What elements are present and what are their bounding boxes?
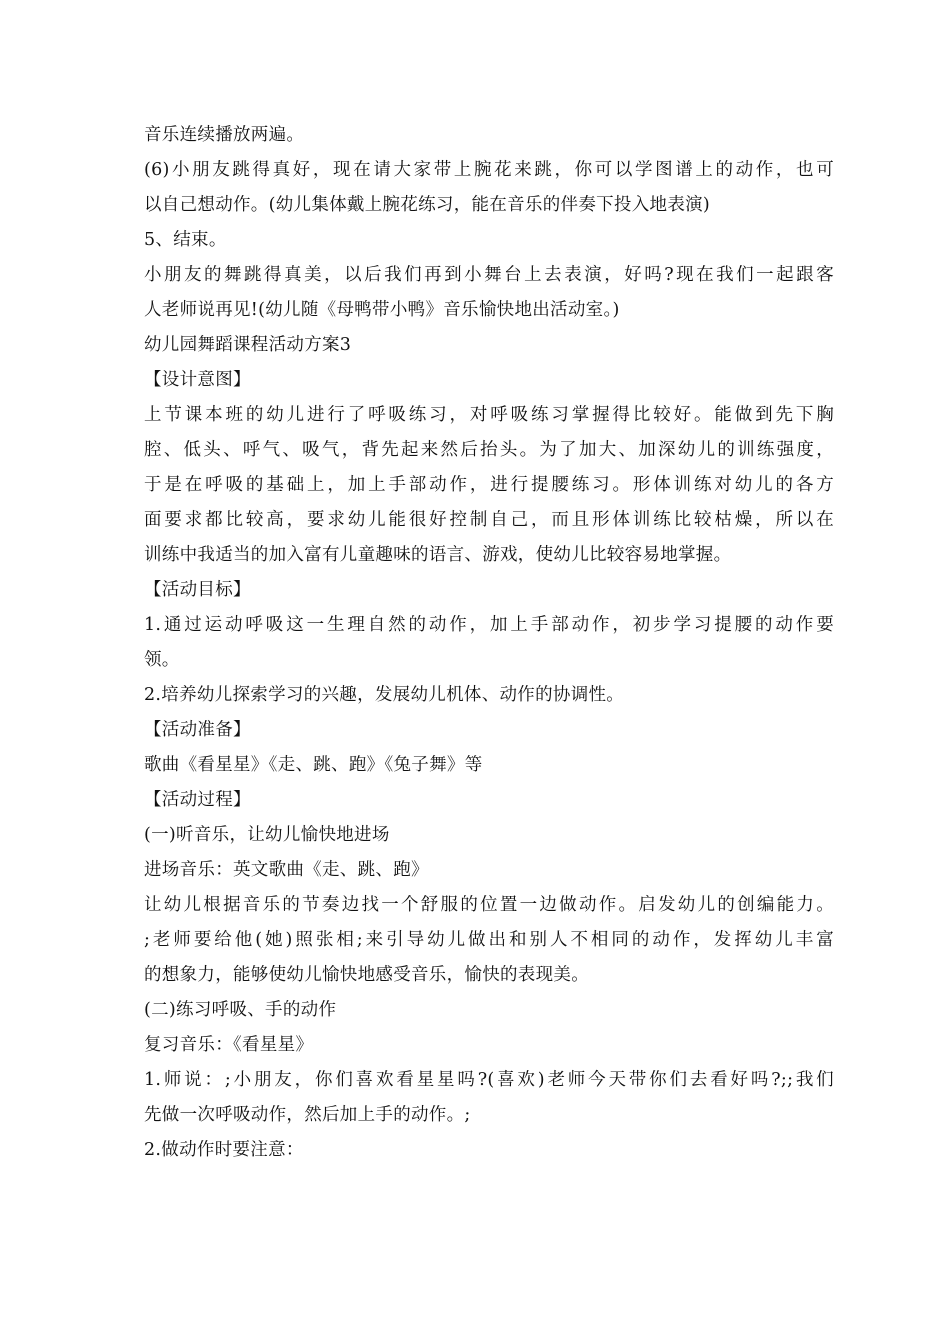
text-line: 进场音乐：英文歌曲《走、跳、跑》 — [144, 860, 429, 880]
text-line: 以自己想动作。(幼儿集体戴上腕花练习，能在音乐的伴奏下投入地表演) — [144, 195, 711, 215]
text-line: (二)练习呼吸、手的动作 — [144, 1000, 337, 1020]
section-title: 幼儿园舞蹈课程活动方案3 — [144, 335, 352, 355]
text-line: 5、结束。 — [144, 230, 227, 250]
text-line: (一)听音乐，让幼儿愉快地进场 — [144, 825, 390, 845]
text-line: 的想象力，能够使幼儿愉快地感受音乐，愉快的表现美。 — [144, 965, 589, 985]
text-line: (6)小朋友跳得真好，现在请大家带上腕花来跳，你可以学图谱上的动作，也可 — [144, 160, 834, 180]
section-heading: 【活动过程】 — [144, 790, 251, 810]
text-line: 上节课本班的幼儿进行了呼吸练习，对呼吸练习掌握得比较好。能做到先下胸 — [144, 405, 834, 425]
text-line: 领。 — [144, 650, 180, 670]
text-line: 歌曲《看星星》《走、跳、跑》《兔子舞》等 — [144, 755, 483, 775]
section-heading: 【设计意图】 — [144, 370, 251, 390]
text-line: ;老师要给他(她)照张相;来引导幼儿做出和别人不相同的动作，发挥幼儿丰富 — [144, 930, 834, 950]
section-heading: 【活动目标】 — [144, 580, 251, 600]
text-line: 1.通过运动呼吸这一生理自然的动作，加上手部动作，初步学习提腰的动作要 — [144, 615, 834, 635]
text-line: 复习音乐：《看星星》 — [144, 1035, 314, 1055]
text-line: 面要求都比较高，要求幼儿能很好控制自己，而且形体训练比较枯燥，所以在 — [144, 510, 834, 530]
text-line: 人老师说再见!(幼儿随《母鸭带小鸭》音乐愉快地出活动室。) — [144, 300, 620, 320]
text-line: 于是在呼吸的基础上，加上手部动作，进行提腰练习。形体训练对幼儿的各方 — [144, 475, 834, 495]
document-body — [144, 118, 834, 1168]
section-heading: 【活动准备】 — [144, 720, 251, 740]
text-line: 2.培养幼儿探索学习的兴趣，发展幼儿机体、动作的协调性。 — [144, 685, 625, 705]
text-line: 腔、低头、呼气、吸气，背先起来然后抬头。为了加大、加深幼儿的训练强度， — [144, 440, 834, 460]
text-line: 让幼儿根据音乐的节奏边找一个舒服的位置一边做动作。启发幼儿的创编能力。 — [144, 895, 834, 915]
text-line: 训练中我适当的加入富有儿童趣味的语言、游戏，使幼儿比较容易地掌握。 — [144, 545, 732, 565]
text-line: 1.师说：;小朋友，你们喜欢看星星吗?(喜欢)老师今天带你们去看好吗?;;我们 — [144, 1070, 834, 1090]
text-line: 音乐连续播放两遍。 — [144, 125, 305, 145]
text-line: 2.做动作时要注意： — [144, 1140, 304, 1160]
text-line: 小朋友的舞跳得真美，以后我们再到小舞台上去表演，好吗?现在我们一起跟客 — [144, 265, 834, 285]
text-line: 先做一次呼吸动作，然后加上手的动作。; — [144, 1105, 471, 1125]
